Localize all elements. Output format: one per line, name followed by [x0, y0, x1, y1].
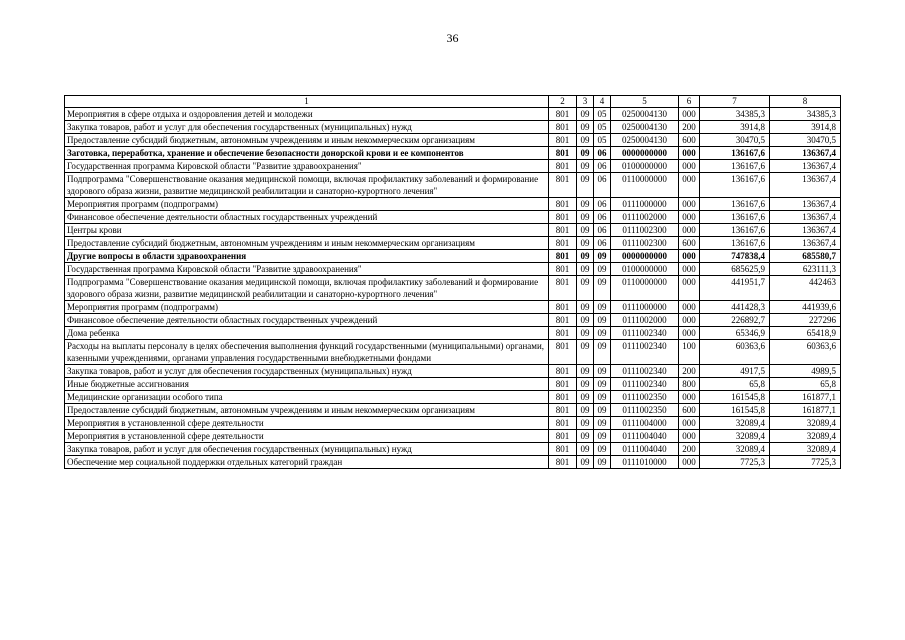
row-target-cell: 0250004130 — [611, 121, 679, 134]
row-target-cell: 0111000000 — [611, 301, 679, 314]
row-target-cell: 0111002340 — [611, 365, 679, 378]
row-section-cell: 09 — [577, 211, 594, 224]
row-name-cell: Медицинские организации особого типа — [65, 391, 549, 404]
row-subsection-cell: 09 — [594, 456, 611, 469]
row-expense-type-cell: 200 — [679, 121, 700, 134]
row-amount-2-cell: 623111,3 — [770, 263, 841, 276]
row-name-cell: Иные бюджетные ассигнования — [65, 378, 549, 391]
row-expense-type-cell: 000 — [679, 456, 700, 469]
row-amount-1-cell: 65,8 — [700, 378, 770, 391]
row-target-cell: 0111002000 — [611, 314, 679, 327]
row-target-cell: 0250004130 — [611, 134, 679, 147]
row-subsection-cell: 05 — [594, 134, 611, 147]
column-header: 8 — [770, 96, 841, 108]
table-row — [65, 134, 841, 147]
table-row — [65, 237, 841, 250]
row-amount-1-cell: 441428,3 — [700, 301, 770, 314]
row-subsection-cell: 09 — [594, 263, 611, 276]
table-row — [65, 108, 841, 121]
row-section-cell: 09 — [577, 443, 594, 456]
row-amount-2-cell: 136367,4 — [770, 198, 841, 211]
row-amount-2-cell: 4989,5 — [770, 365, 841, 378]
row-amount-2-cell: 136367,4 — [770, 147, 841, 160]
row-name-cell: Мероприятия в установленной сфере деятельности — [65, 417, 549, 430]
row-target-cell: 0111002300 — [611, 237, 679, 250]
row-section-cell: 09 — [577, 314, 594, 327]
row-name-cell: Заготовка, переработка, хранение и обеспечение безопасности донорской крови и ее компонентов — [65, 147, 549, 160]
row-target-cell: 0111004040 — [611, 443, 679, 456]
row-expense-type-cell: 000 — [679, 198, 700, 211]
row-subsection-cell: 09 — [594, 417, 611, 430]
table-row — [65, 314, 841, 327]
row-amount-1-cell: 3914,8 — [700, 121, 770, 134]
row-subsection-cell: 06 — [594, 224, 611, 237]
row-section-cell: 09 — [577, 301, 594, 314]
table-row — [65, 276, 841, 301]
row-code-cell: 801 — [549, 237, 577, 250]
row-amount-1-cell: 136167,6 — [700, 224, 770, 237]
row-code-cell: 801 — [549, 391, 577, 404]
row-subsection-cell: 09 — [594, 365, 611, 378]
row-code-cell: 801 — [549, 160, 577, 173]
row-expense-type-cell: 000 — [679, 263, 700, 276]
row-amount-2-cell: 136367,4 — [770, 224, 841, 237]
row-amount-1-cell: 441951,7 — [700, 276, 770, 301]
row-target-cell: 0111000000 — [611, 198, 679, 211]
row-amount-1-cell: 32089,4 — [700, 430, 770, 443]
row-name-cell: Финансовое обеспечение деятельности областных государственных учреждений — [65, 211, 549, 224]
column-header: 6 — [679, 96, 700, 108]
row-expense-type-cell: 000 — [679, 301, 700, 314]
row-section-cell: 09 — [577, 327, 594, 340]
row-section-cell: 09 — [577, 250, 594, 263]
row-subsection-cell: 09 — [594, 276, 611, 301]
row-target-cell: 0111002000 — [611, 211, 679, 224]
row-name-cell: Мероприятия программ (подпрограмм) — [65, 198, 549, 211]
row-amount-2-cell: 3914,8 — [770, 121, 841, 134]
row-subsection-cell: 09 — [594, 250, 611, 263]
row-amount-1-cell: 32089,4 — [700, 417, 770, 430]
row-target-cell: 0111004040 — [611, 430, 679, 443]
table-row — [65, 160, 841, 173]
row-target-cell: 0111002300 — [611, 224, 679, 237]
row-amount-2-cell: 136367,4 — [770, 237, 841, 250]
row-code-cell: 801 — [549, 365, 577, 378]
row-section-cell: 09 — [577, 378, 594, 391]
row-subsection-cell: 06 — [594, 198, 611, 211]
row-amount-2-cell: 32089,4 — [770, 430, 841, 443]
table-row — [65, 211, 841, 224]
row-target-cell: 0111002350 — [611, 391, 679, 404]
row-name-cell: Подпрограмма "Совершенствование оказания медицинской помощи, включая профилактику заболеваний и формирование здорового образа жизни, развитие медицинской реабилитации и санаторно-курортного лечения" — [65, 173, 549, 198]
row-name-cell: Финансовое обеспечение деятельности областных государственных учреждений — [65, 314, 549, 327]
row-name-cell: Мероприятия в сфере отдыха и оздоровления детей и молодежи — [65, 108, 549, 121]
row-subsection-cell: 06 — [594, 237, 611, 250]
row-subsection-cell: 09 — [594, 443, 611, 456]
row-target-cell: 0250004130 — [611, 108, 679, 121]
row-code-cell: 801 — [549, 456, 577, 469]
row-code-cell: 801 — [549, 443, 577, 456]
row-name-cell: Центры крови — [65, 224, 549, 237]
row-code-cell: 801 — [549, 250, 577, 263]
row-target-cell: 0111010000 — [611, 456, 679, 469]
table-row — [65, 250, 841, 263]
row-target-cell: 0111002340 — [611, 378, 679, 391]
table-row — [65, 198, 841, 211]
table-row — [65, 224, 841, 237]
row-subsection-cell: 09 — [594, 378, 611, 391]
row-amount-2-cell: 136367,4 — [770, 160, 841, 173]
row-expense-type-cell: 000 — [679, 160, 700, 173]
row-section-cell: 09 — [577, 404, 594, 417]
row-subsection-cell: 09 — [594, 391, 611, 404]
row-subsection-cell: 09 — [594, 314, 611, 327]
row-target-cell: 0100000000 — [611, 263, 679, 276]
row-amount-2-cell: 30470,5 — [770, 134, 841, 147]
table-row — [65, 327, 841, 340]
row-amount-1-cell: 136167,6 — [700, 211, 770, 224]
row-amount-1-cell: 136167,6 — [700, 160, 770, 173]
row-expense-type-cell: 600 — [679, 237, 700, 250]
row-subsection-cell: 06 — [594, 160, 611, 173]
row-name-cell: Предоставление субсидий бюджетным, автономным учреждениям и иным некоммерческим организациям — [65, 404, 549, 417]
row-section-cell: 09 — [577, 237, 594, 250]
row-section-cell: 09 — [577, 134, 594, 147]
table-row — [65, 301, 841, 314]
row-amount-1-cell: 32089,4 — [700, 443, 770, 456]
row-amount-2-cell: 32089,4 — [770, 417, 841, 430]
table-row — [65, 340, 841, 365]
row-target-cell: 0000000000 — [611, 250, 679, 263]
row-code-cell: 801 — [549, 276, 577, 301]
row-expense-type-cell: 000 — [679, 417, 700, 430]
row-amount-1-cell: 136167,6 — [700, 173, 770, 198]
row-code-cell: 801 — [549, 224, 577, 237]
row-name-cell: Закупка товаров, работ и услуг для обеспечения государственных (муниципальных) нужд — [65, 121, 549, 134]
row-name-cell: Мероприятия программ (подпрограмм) — [65, 301, 549, 314]
row-section-cell: 09 — [577, 340, 594, 365]
row-section-cell: 09 — [577, 365, 594, 378]
row-amount-1-cell: 4917,5 — [700, 365, 770, 378]
table-row — [65, 391, 841, 404]
row-target-cell: 0000000000 — [611, 147, 679, 160]
row-code-cell: 801 — [549, 108, 577, 121]
row-amount-1-cell: 685625,9 — [700, 263, 770, 276]
row-target-cell: 0111002340 — [611, 340, 679, 365]
row-amount-2-cell: 65,8 — [770, 378, 841, 391]
table-row — [65, 365, 841, 378]
row-amount-2-cell: 136367,4 — [770, 211, 841, 224]
row-name-cell: Подпрограмма "Совершенствование оказания медицинской помощи, включая профилактику заболеваний и формирование здорового образа жизни, развитие медицинской реабилитации и санаторно-курортного лечения" — [65, 276, 549, 301]
row-amount-2-cell: 685580,7 — [770, 250, 841, 263]
row-name-cell: Предоставление субсидий бюджетным, автономным учреждениям и иным некоммерческим организациям — [65, 237, 549, 250]
row-section-cell: 09 — [577, 391, 594, 404]
row-amount-2-cell: 34385,3 — [770, 108, 841, 121]
row-amount-1-cell: 30470,5 — [700, 134, 770, 147]
row-amount-2-cell: 442463 — [770, 276, 841, 301]
row-name-cell: Мероприятия в установленной сфере деятельности — [65, 430, 549, 443]
row-name-cell: Расходы на выплаты персоналу в целях обеспечения выполнения функций государственными (муниципальными) органами, казенными учреждениями, органами управления государственными внебюджетными фондами — [65, 340, 549, 365]
table-row — [65, 417, 841, 430]
row-target-cell: 0100000000 — [611, 160, 679, 173]
row-expense-type-cell: 800 — [679, 378, 700, 391]
table-row — [65, 456, 841, 469]
row-code-cell: 801 — [549, 147, 577, 160]
row-section-cell: 09 — [577, 263, 594, 276]
column-header: 2 — [549, 96, 577, 108]
table-row — [65, 263, 841, 276]
row-name-cell: Дома ребенка — [65, 327, 549, 340]
row-name-cell: Обеспечение мер социальной поддержки отдельных категорий граждан — [65, 456, 549, 469]
row-amount-1-cell: 34385,3 — [700, 108, 770, 121]
table-header-row — [65, 96, 841, 108]
row-amount-2-cell: 161877,1 — [770, 391, 841, 404]
column-header: 5 — [611, 96, 679, 108]
row-subsection-cell: 05 — [594, 108, 611, 121]
row-amount-2-cell: 60363,6 — [770, 340, 841, 365]
row-section-cell: 09 — [577, 198, 594, 211]
row-target-cell: 0111002340 — [611, 327, 679, 340]
row-subsection-cell: 09 — [594, 404, 611, 417]
row-amount-1-cell: 226892,7 — [700, 314, 770, 327]
row-code-cell: 801 — [549, 211, 577, 224]
row-code-cell: 801 — [549, 173, 577, 198]
row-expense-type-cell: 100 — [679, 340, 700, 365]
row-expense-type-cell: 200 — [679, 365, 700, 378]
row-subsection-cell: 06 — [594, 211, 611, 224]
row-section-cell: 09 — [577, 224, 594, 237]
row-expense-type-cell: 000 — [679, 108, 700, 121]
row-expense-type-cell: 000 — [679, 430, 700, 443]
row-expense-type-cell: 600 — [679, 404, 700, 417]
row-amount-2-cell: 441939,6 — [770, 301, 841, 314]
table-row — [65, 404, 841, 417]
row-section-cell: 09 — [577, 121, 594, 134]
row-expense-type-cell: 200 — [679, 443, 700, 456]
row-code-cell: 801 — [549, 263, 577, 276]
row-amount-2-cell: 227296 — [770, 314, 841, 327]
table-row — [65, 173, 841, 198]
row-code-cell: 801 — [549, 417, 577, 430]
row-subsection-cell: 09 — [594, 327, 611, 340]
row-amount-1-cell: 60363,6 — [700, 340, 770, 365]
row-name-cell: Государственная программа Кировской области "Развитие здравоохранения" — [65, 263, 549, 276]
row-expense-type-cell: 000 — [679, 250, 700, 263]
row-code-cell: 801 — [549, 430, 577, 443]
row-section-cell: 09 — [577, 160, 594, 173]
table-row — [65, 443, 841, 456]
row-amount-1-cell: 7725,3 — [700, 456, 770, 469]
row-target-cell: 0110000000 — [611, 276, 679, 301]
row-name-cell: Закупка товаров, работ и услуг для обеспечения государственных (муниципальных) нужд — [65, 443, 549, 456]
table-row — [65, 147, 841, 160]
table-row — [65, 121, 841, 134]
row-amount-1-cell: 747838,4 — [700, 250, 770, 263]
row-subsection-cell: 06 — [594, 147, 611, 160]
row-expense-type-cell: 000 — [679, 314, 700, 327]
column-header: 7 — [700, 96, 770, 108]
row-target-cell: 0110000000 — [611, 173, 679, 198]
row-target-cell: 0111004000 — [611, 417, 679, 430]
row-amount-1-cell: 161545,8 — [700, 391, 770, 404]
row-expense-type-cell: 000 — [679, 391, 700, 404]
row-section-cell: 09 — [577, 147, 594, 160]
row-target-cell: 0111002350 — [611, 404, 679, 417]
row-section-cell: 09 — [577, 430, 594, 443]
row-code-cell: 801 — [549, 314, 577, 327]
row-expense-type-cell: 000 — [679, 211, 700, 224]
row-code-cell: 801 — [549, 121, 577, 134]
row-amount-2-cell: 7725,3 — [770, 456, 841, 469]
row-section-cell: 09 — [577, 417, 594, 430]
row-subsection-cell: 09 — [594, 301, 611, 314]
row-amount-2-cell: 136367,4 — [770, 173, 841, 198]
row-expense-type-cell: 600 — [679, 134, 700, 147]
page-number: 36 — [446, 31, 459, 45]
row-section-cell: 09 — [577, 276, 594, 301]
row-subsection-cell: 06 — [594, 173, 611, 198]
row-amount-1-cell: 136167,6 — [700, 237, 770, 250]
row-amount-2-cell: 65418,9 — [770, 327, 841, 340]
row-section-cell: 09 — [577, 173, 594, 198]
table-row — [65, 378, 841, 391]
row-code-cell: 801 — [549, 134, 577, 147]
row-amount-1-cell: 136167,6 — [700, 198, 770, 211]
column-header: 3 — [577, 96, 594, 108]
row-name-cell: Закупка товаров, работ и услуг для обеспечения государственных (муниципальных) нужд — [65, 365, 549, 378]
row-code-cell: 801 — [549, 378, 577, 391]
column-header: 4 — [594, 96, 611, 108]
row-code-cell: 801 — [549, 327, 577, 340]
row-code-cell: 801 — [549, 198, 577, 211]
row-expense-type-cell: 000 — [679, 173, 700, 198]
row-code-cell: 801 — [549, 340, 577, 365]
row-amount-1-cell: 161545,8 — [700, 404, 770, 417]
row-code-cell: 801 — [549, 404, 577, 417]
row-expense-type-cell: 000 — [679, 276, 700, 301]
budget-table — [64, 95, 841, 469]
row-subsection-cell: 09 — [594, 430, 611, 443]
row-section-cell: 09 — [577, 108, 594, 121]
row-amount-1-cell: 65346,9 — [700, 327, 770, 340]
row-amount-2-cell: 32089,4 — [770, 443, 841, 456]
row-name-cell: Государственная программа Кировской области "Развитие здравоохранения" — [65, 160, 549, 173]
row-subsection-cell: 05 — [594, 121, 611, 134]
row-amount-1-cell: 136167,6 — [700, 147, 770, 160]
row-amount-2-cell: 161877,1 — [770, 404, 841, 417]
row-section-cell: 09 — [577, 456, 594, 469]
row-name-cell: Предоставление субсидий бюджетным, автономным учреждениям и иным некоммерческим организациям — [65, 134, 549, 147]
row-expense-type-cell: 000 — [679, 147, 700, 160]
row-subsection-cell: 09 — [594, 340, 611, 365]
table-row — [65, 430, 841, 443]
row-expense-type-cell: 000 — [679, 224, 700, 237]
row-expense-type-cell: 000 — [679, 327, 700, 340]
column-header: 1 — [65, 96, 549, 108]
row-name-cell: Другие вопросы в области здравоохранения — [65, 250, 549, 263]
row-code-cell: 801 — [549, 301, 577, 314]
